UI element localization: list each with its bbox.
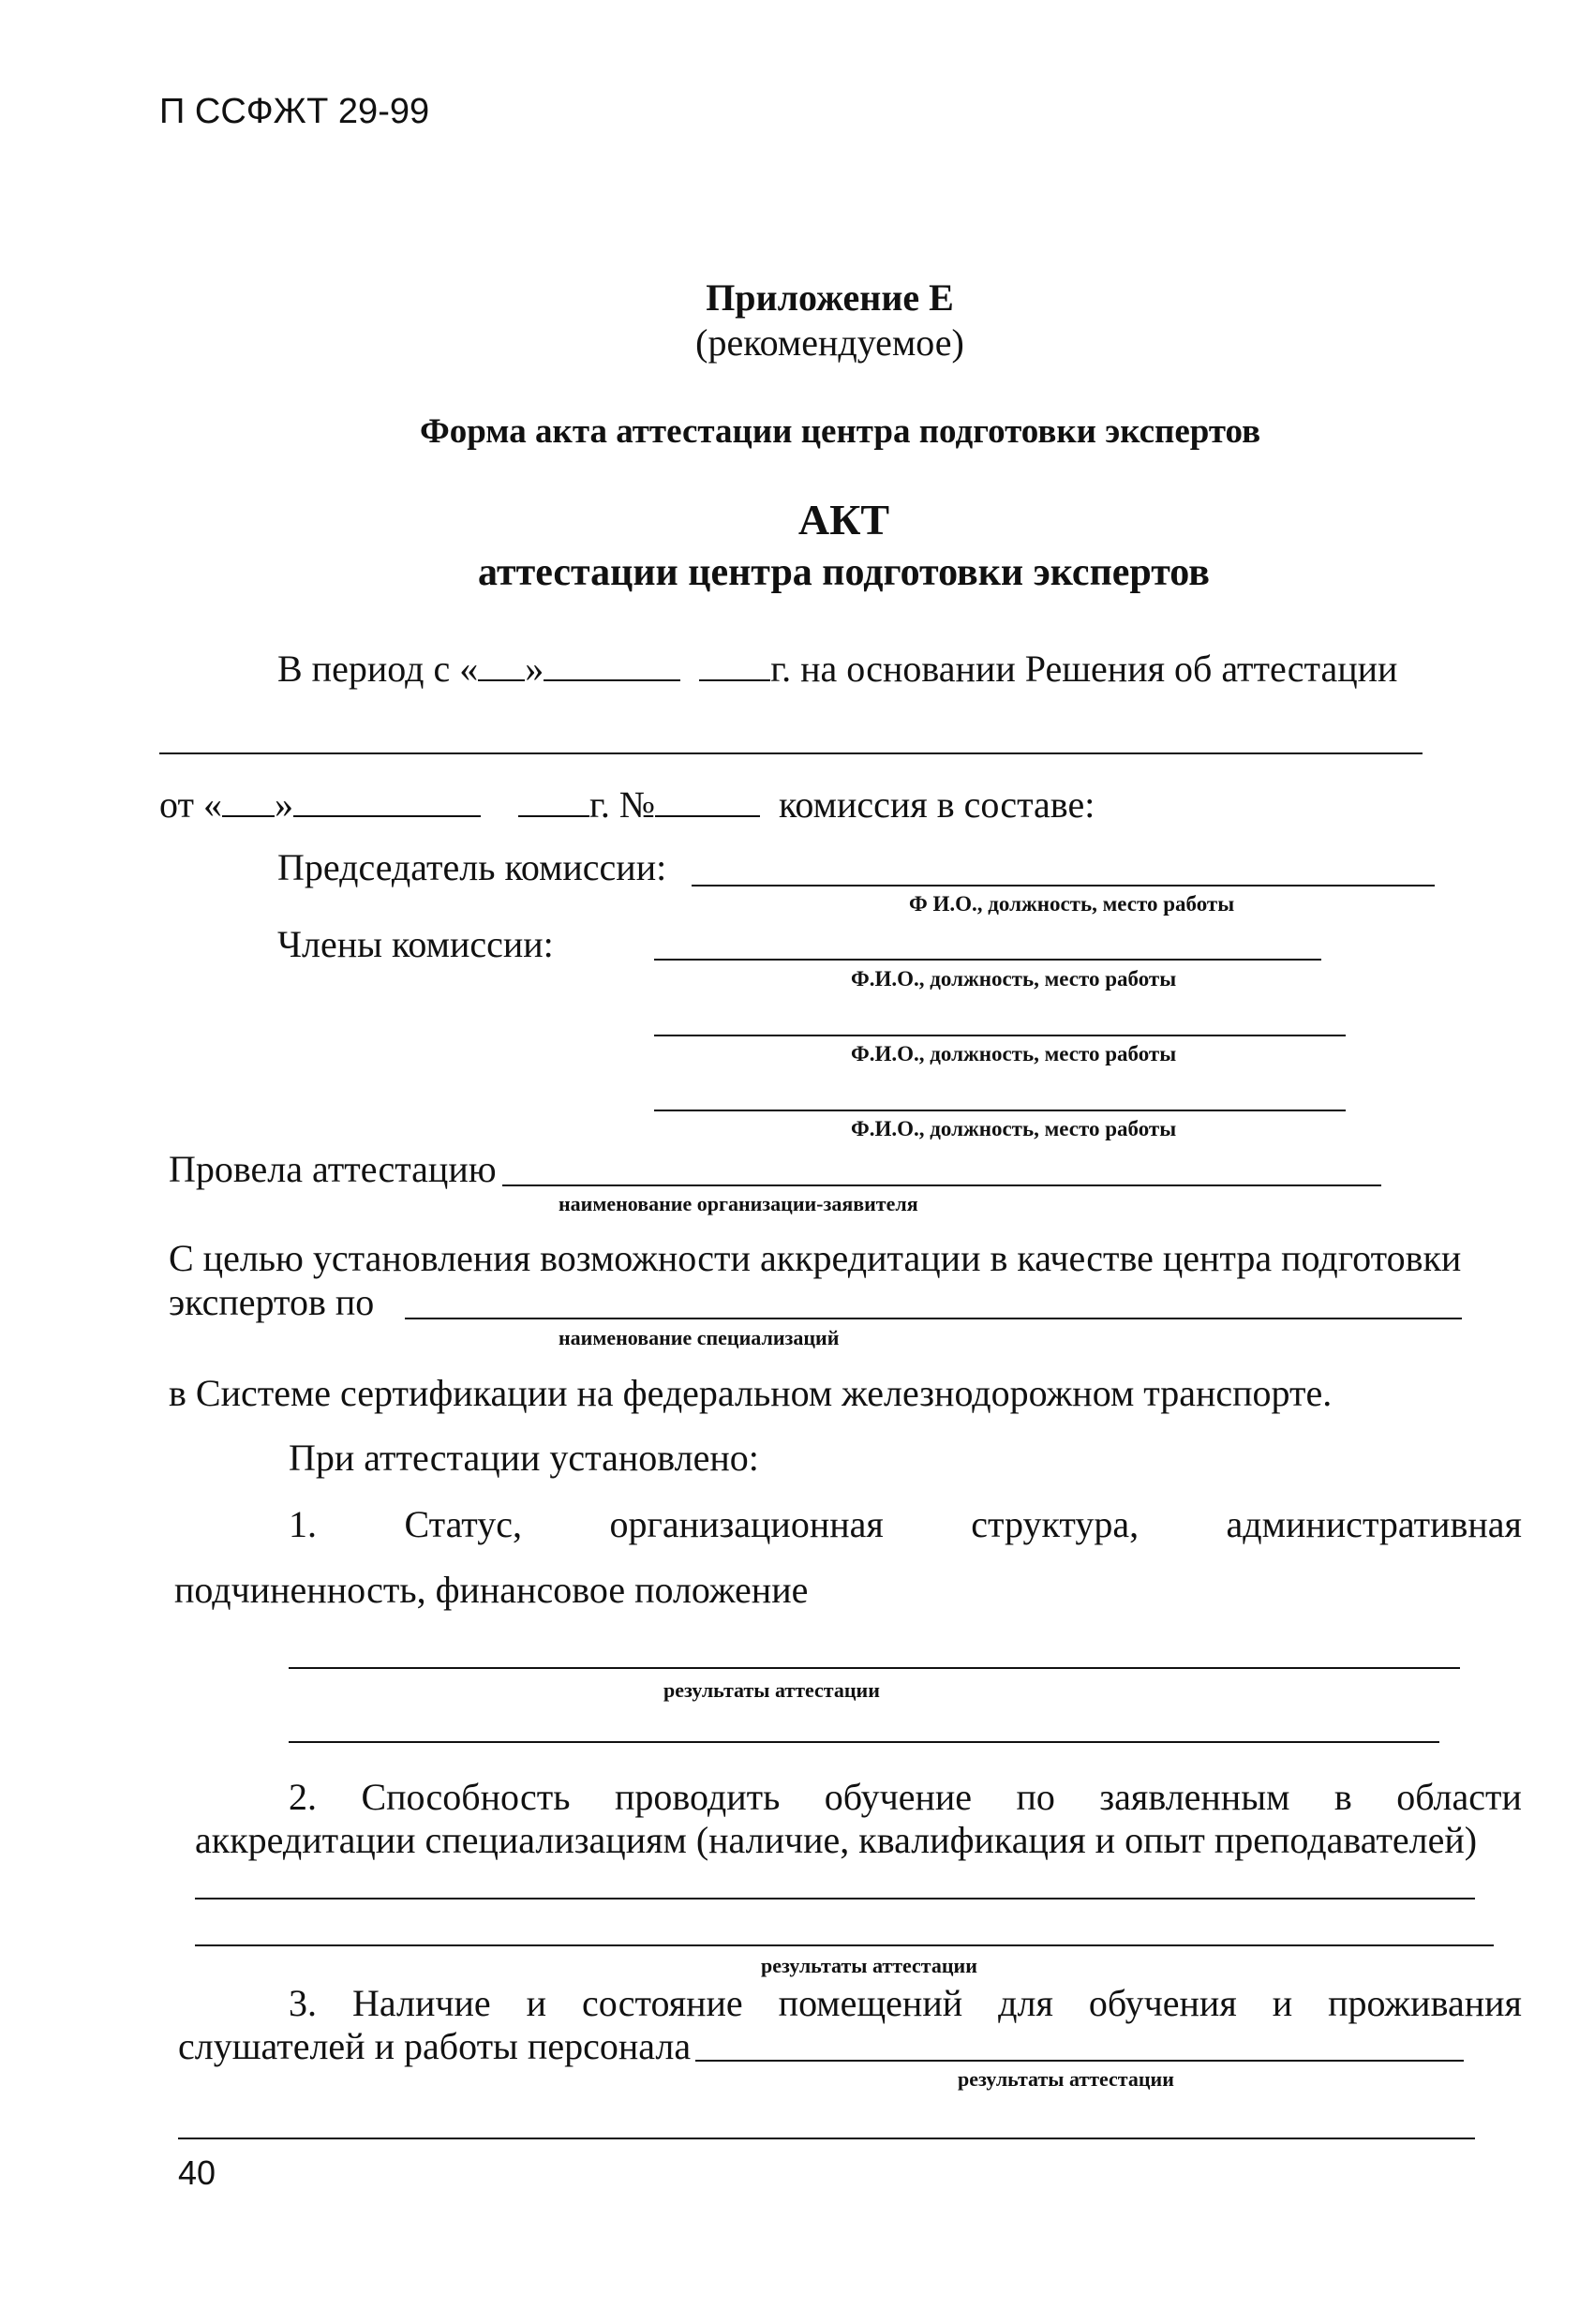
member-line-2[interactable] (654, 1035, 1346, 1036)
item3-word: проживания (1328, 1982, 1522, 2024)
item3-word: помещений (778, 1982, 963, 2024)
item3-line-2: слушателей и работы персонала (178, 2025, 692, 2067)
form-title: Форма акта аттестации центра подготовки экспертов (420, 412, 1261, 451)
period-line (277, 649, 1397, 688)
item2-word: обучение (824, 1776, 973, 1818)
established-text: При аттестации установлено: (289, 1437, 759, 1479)
item2-word: области (1396, 1776, 1522, 1818)
item2-line-1 (289, 1776, 1522, 1818)
item2-word: в (1333, 1776, 1352, 1818)
item3-result-line-2[interactable] (178, 2138, 1475, 2139)
conducted-label: Провела аттестацию (169, 1148, 497, 1190)
period-day-field[interactable] (478, 649, 525, 681)
item1-line-2: подчиненность, финансовое положение (174, 1569, 809, 1611)
chairman-label: Председатель комиссии: (277, 846, 667, 888)
chairman-line[interactable] (692, 885, 1435, 886)
item3-word: и (526, 1982, 547, 2024)
item3-word: Наличие (351, 1982, 491, 2024)
appendix-title: Приложение Е (706, 276, 954, 319)
from-line (159, 785, 1095, 824)
from-prefix: от « (159, 783, 222, 826)
conducted-line[interactable] (502, 1184, 1381, 1186)
item1-result-line-1[interactable] (289, 1667, 1460, 1669)
from-year-label: г. № (588, 783, 656, 826)
item1-line-1 (289, 1503, 1522, 1545)
item2-word: по (1016, 1776, 1055, 1818)
period-close-quote: » (525, 648, 544, 690)
chairman-caption: Ф И.О., должность, место работы (909, 892, 1235, 916)
item1-word: организационная (609, 1503, 884, 1545)
item3-word: и (1272, 1982, 1293, 2024)
from-year-field[interactable] (518, 785, 589, 817)
from-number-field[interactable] (655, 785, 760, 817)
specialization-line[interactable] (405, 1318, 1462, 1319)
item1-word: 1. (289, 1503, 317, 1545)
item1-word: Статус, (404, 1503, 523, 1545)
from-close-quote: » (274, 783, 293, 826)
from-month-field[interactable] (293, 785, 481, 817)
item1-word: административная (1226, 1503, 1522, 1545)
item2-word: Способность (361, 1776, 571, 1818)
member-line-1[interactable] (654, 959, 1321, 961)
item3-line-1 (289, 1982, 1522, 2024)
item1-caption: результаты аттестации (663, 1678, 880, 1702)
appendix-subtitle: (рекомендуемое) (695, 321, 964, 364)
item2-line-2: аккредитации специализациям (наличие, квалификация и опыт преподавателей) (195, 1819, 1478, 1861)
decision-line[interactable] (159, 752, 1423, 754)
act-subtitle: аттестации центра подготовки экспертов (478, 551, 1210, 594)
period-prefix: В период с « (277, 648, 479, 690)
item2-result-line-2[interactable] (195, 1944, 1494, 1946)
item2-word: проводить (614, 1776, 781, 1818)
members-label: Члены комиссии: (277, 923, 554, 965)
conducted-caption: наименование организации-заявителя (559, 1192, 918, 1215)
purpose-line-1: С целью установления возможности аккредитации в качестве центра подготовки (169, 1237, 1462, 1279)
period-suffix: г. на основании Решения об аттестации (770, 648, 1398, 690)
from-day-field[interactable] (222, 785, 275, 817)
item1-result-line-2[interactable] (289, 1741, 1439, 1743)
item2-word: заявленным (1099, 1776, 1290, 1818)
item3-word: обучения (1088, 1982, 1237, 2024)
member-caption-2: Ф.И.О., должность, место работы (851, 1042, 1177, 1065)
page-number: 40 (178, 2153, 216, 2192)
item1-word: структура, (971, 1503, 1140, 1545)
member-caption-3: Ф.И.О., должность, место работы (851, 1117, 1177, 1140)
item2-caption: результаты аттестации (761, 1954, 977, 1977)
member-line-3[interactable] (654, 1110, 1346, 1111)
purpose-line-3: в Системе сертификации на федеральном железнодорожном транспорте. (169, 1372, 1333, 1414)
item2-result-line-1[interactable] (195, 1898, 1475, 1899)
act-title: АКТ (797, 496, 890, 544)
item3-word: 3. (289, 1982, 317, 2024)
item3-caption: результаты аттестации (958, 2067, 1174, 2091)
item2-word: 2. (289, 1776, 317, 1818)
item3-word: состояние (582, 1982, 743, 2024)
purpose-line-2: экспертов по (169, 1281, 375, 1323)
document-code: П ССФЖТ 29-99 (159, 92, 430, 131)
period-year-field[interactable] (699, 649, 770, 681)
item3-word: для (998, 1982, 1053, 2024)
from-suffix: комиссия в составе: (779, 783, 1095, 826)
period-month-field[interactable] (544, 649, 680, 681)
item3-result-line-1[interactable] (695, 2060, 1464, 2062)
member-caption-1: Ф.И.О., должность, место работы (851, 967, 1177, 991)
specialization-caption: наименование специализаций (559, 1326, 840, 1349)
